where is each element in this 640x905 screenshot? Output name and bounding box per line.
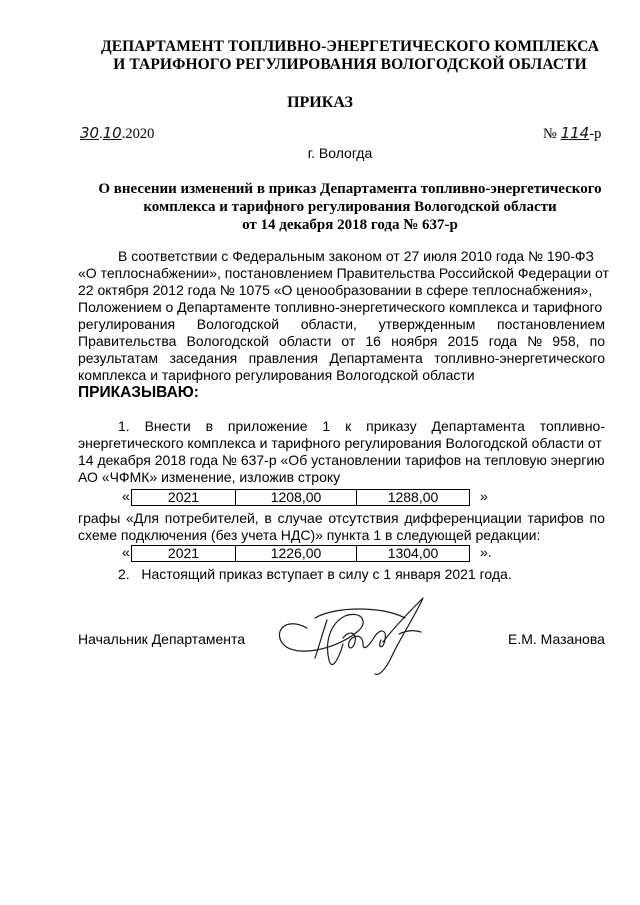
word: от — [341, 333, 356, 349]
date-month: 10 — [102, 124, 122, 142]
word: постановлением — [496, 316, 605, 332]
word: Департамента — [329, 350, 423, 366]
word: Вологодской — [186, 333, 269, 349]
word: Вологодской — [196, 316, 280, 332]
preamble-line2: «О теплоснабжении», постановлением Правительства Российской Федерации от — [78, 265, 609, 281]
word: в — [205, 418, 213, 434]
table-cell-year: 2021 — [131, 489, 236, 506]
signatory-name: Е.М. Мазанова — [508, 631, 605, 647]
word: ноября — [391, 333, 438, 349]
word: топливно-энергетического — [434, 350, 605, 366]
word: по — [589, 510, 605, 526]
quote-open: « — [122, 488, 130, 504]
number-suffix: -р — [589, 126, 602, 142]
number-prefix: № — [543, 126, 557, 142]
word: Правительства — [78, 333, 177, 349]
word: утвержденным — [378, 316, 476, 332]
word: 958, — [552, 333, 580, 349]
word: к — [345, 418, 352, 434]
table-cell-year: 2021 — [131, 545, 236, 562]
preamble-line4: Положением о Департаменте топливно-энергетического комплекса и тарифного — [78, 299, 603, 315]
word: приложение — [227, 418, 308, 434]
item1-line6: схеме подключения (без учета НДС)» пункта 1 в следующей редакции: — [78, 527, 541, 543]
word: приказу — [366, 418, 417, 434]
document-number — [543, 124, 601, 143]
table-cell-value: 1208,00 — [235, 489, 357, 506]
item-number: 1. — [118, 418, 130, 434]
quote-open: « — [122, 544, 130, 560]
date-day: 30 — [80, 124, 100, 142]
word: Департамента — [431, 418, 525, 434]
word: правления — [248, 350, 319, 366]
word: дифференциации — [404, 510, 522, 526]
preamble-line8: комплекса и тарифного регулирования Вологодской области — [78, 367, 475, 383]
subject-line2: комплекса и тарифного регулирования Вологодской области — [143, 199, 557, 215]
word: Внести — [144, 418, 191, 434]
item2-text: Настоящий приказ вступает в силу с 1 января 2021 года. — [141, 566, 512, 582]
word: топливно- — [539, 418, 605, 434]
subject-line3: от 14 декабря 2018 года № 637-р — [242, 217, 458, 233]
department-name-line2: И ТАРИФНОГО РЕГУЛИРОВАНИЯ ВОЛОГОДСКОЙ ОБЛАСТИ — [113, 56, 587, 73]
word: заседания — [169, 350, 238, 366]
word: отсутствия — [328, 510, 399, 526]
word: регулирования — [78, 316, 176, 332]
preamble-line3: 22 октября 2012 года № 1075 «О ценообразовании в сфере теплоснабжения», — [78, 282, 593, 298]
item2 — [118, 566, 512, 582]
word: тарифов — [527, 510, 584, 526]
item1-line5 — [78, 510, 605, 526]
preamble-line5 — [78, 316, 605, 332]
word: года — [488, 333, 518, 349]
number-value: 114 — [560, 124, 590, 142]
word: 1 — [322, 418, 331, 434]
word: графы — [78, 510, 121, 526]
table-cell-value: 1304,00 — [356, 545, 470, 562]
word: случае — [277, 510, 323, 526]
item1-line1 — [118, 418, 605, 434]
city: г. Вологда — [307, 145, 373, 161]
table-cell-value: 1288,00 — [356, 489, 470, 506]
word: № — [527, 333, 543, 349]
order-word: ПРИКАЗЫВАЮ: — [78, 384, 199, 401]
item1-line4: АО «ЧФМК» изменение, изложив строку — [78, 469, 341, 485]
department-name-line1: ДЕПАРТАМЕНТ ТОПЛИВНО-ЭНЕРГЕТИЧЕСКОГО КОМПЛЕКСА — [100, 38, 600, 55]
word: потребителей, — [164, 510, 259, 526]
item1-line2: энергетического комплекса и тарифного регулирования Вологодской области от — [78, 435, 602, 451]
preamble-line6 — [78, 333, 605, 349]
word: области — [278, 333, 332, 349]
preamble-line7 — [78, 350, 605, 366]
document-type: ПРИКАЗ — [287, 94, 353, 111]
document-date: 30.10.2020 — [80, 124, 155, 142]
word: 16 — [365, 333, 381, 349]
signatory-position: Начальник Департамента — [78, 631, 246, 647]
word: «Для — [125, 510, 160, 526]
word: по — [589, 333, 605, 349]
handwritten-signature — [265, 588, 435, 680]
subject-line1: О внесении изменений в приказ Департамента топливно-энергетического — [98, 181, 602, 197]
table-cell-value: 1226,00 — [235, 545, 357, 562]
item-number: 2. — [118, 566, 130, 582]
word: 2015 — [447, 333, 479, 349]
word: в — [264, 510, 272, 526]
quote-close: » — [480, 488, 488, 504]
preamble-line1: В соответствии с Федеральным законом от 27 июля 2010 года № 190-ФЗ — [118, 248, 594, 264]
date-year: .2020 — [121, 126, 155, 142]
word: результатам — [78, 350, 158, 366]
word: области, — [300, 316, 357, 332]
item1-line3: 14 декабря 2018 года № 637-р «Об установлении тарифов на тепловую энергию — [78, 452, 605, 468]
quote-close: ». — [480, 544, 492, 560]
